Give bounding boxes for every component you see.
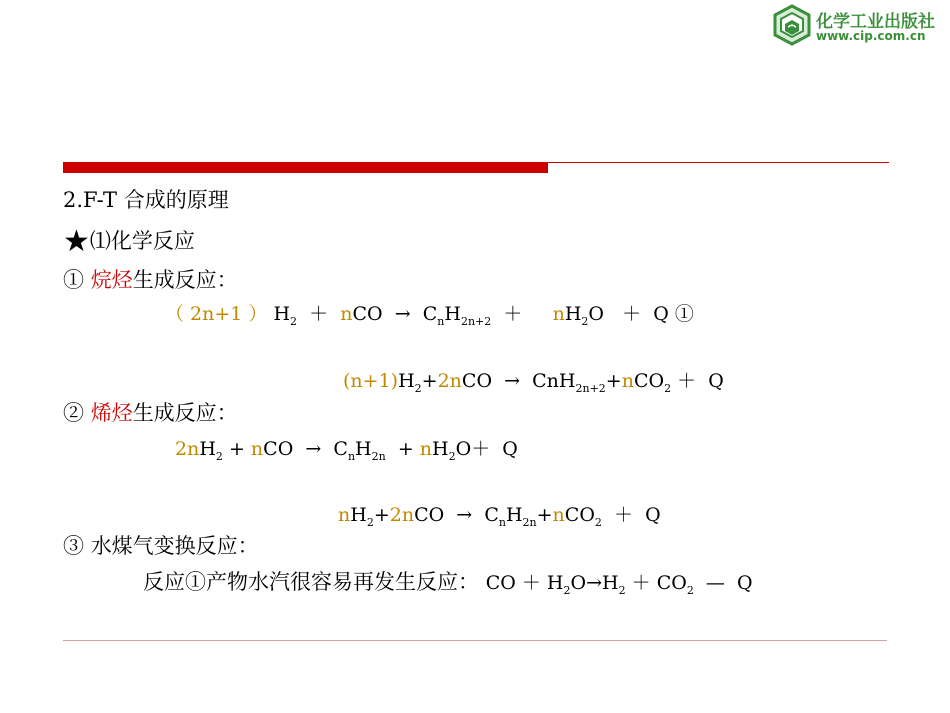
plus-sign: ＋ xyxy=(614,504,634,526)
subscript: n xyxy=(437,315,445,328)
plus-sign: + xyxy=(228,438,245,460)
formula-co2: CO xyxy=(656,572,687,594)
coefficient: n xyxy=(552,303,565,325)
heat-q: Q xyxy=(737,572,753,594)
formula-h: H xyxy=(350,504,367,526)
publisher-logo-icon xyxy=(772,4,812,46)
subscript: 2n xyxy=(371,450,386,463)
subscript: 2 xyxy=(664,382,672,395)
plus-sign: + xyxy=(605,370,622,392)
formula-o: O xyxy=(570,572,587,594)
subsection-heading xyxy=(63,224,195,259)
coefficient: n xyxy=(338,504,351,526)
item-highlight: 烷烃 xyxy=(90,268,133,292)
header-bar-thick xyxy=(63,162,548,173)
formula-co2: CO xyxy=(564,504,595,526)
formula-cnh: CnH xyxy=(532,370,576,392)
subsection-label: ⑴化学反应 xyxy=(89,229,195,253)
item-text: 生成反应： xyxy=(132,401,238,425)
coefficient: n xyxy=(621,370,634,392)
formula-co: CO xyxy=(485,572,516,594)
section-title: 2.F-T 合成的原理 xyxy=(63,188,229,212)
coefficient: n xyxy=(552,504,565,526)
plus-sign: ＋ xyxy=(631,572,651,594)
coefficient: n xyxy=(340,303,353,325)
formula-h: H xyxy=(444,303,461,325)
header-bar-thin xyxy=(548,162,889,163)
equation-alkene-2 xyxy=(338,500,661,527)
item-text: 生成反应： xyxy=(132,268,238,292)
formula-h: H xyxy=(546,572,564,594)
formula-co: CO xyxy=(414,504,445,526)
subscript: n xyxy=(498,516,506,529)
subscript: 2 xyxy=(563,584,571,597)
coefficient: (n+1) xyxy=(343,370,399,392)
formula-co2: CO xyxy=(633,370,665,392)
subscript: 2 xyxy=(686,584,694,597)
heat-q: Q xyxy=(653,303,669,325)
minus-sign: — xyxy=(705,572,725,594)
heat-q: Q xyxy=(645,504,661,526)
plus-sign: ＋ xyxy=(471,438,491,460)
formula-h: H xyxy=(432,438,449,460)
item-highlight: 烯烃 xyxy=(90,401,133,425)
subscript: 2 xyxy=(414,382,422,395)
reaction-arrow: → xyxy=(504,370,521,392)
coefficient: n xyxy=(419,438,433,460)
publisher-logo xyxy=(772,4,944,50)
item-water-gas-shift xyxy=(63,530,259,560)
formula-co: CO xyxy=(352,303,383,325)
equation-alkene-1 xyxy=(175,434,518,461)
subscript: 2n xyxy=(522,516,537,529)
formula-h: H xyxy=(355,438,372,460)
plus-sign: ＋ xyxy=(309,303,329,325)
shift-reaction xyxy=(143,566,753,596)
formula-co: CO xyxy=(461,370,493,392)
reaction-arrow: → xyxy=(394,303,411,325)
coefficient: 2n xyxy=(437,370,462,392)
subscript: 2 xyxy=(448,450,456,463)
formula-c: C xyxy=(333,438,348,460)
plus-sign: + xyxy=(373,504,390,526)
plus-sign: ＋ xyxy=(503,303,523,325)
subscript: 2 xyxy=(594,516,602,529)
plus-sign: + xyxy=(421,370,438,392)
item-text: 水煤气变换反应： xyxy=(90,534,259,558)
subscript: n xyxy=(347,450,356,463)
shift-description: 反应①产物水汽很容易再发生反应： xyxy=(143,570,479,594)
formula-h: H xyxy=(602,572,619,594)
heat-q: Q xyxy=(502,438,518,460)
subscript: 2 xyxy=(366,516,374,529)
equation-alkane-2 xyxy=(343,366,724,393)
reaction-arrow: → xyxy=(586,572,602,594)
coefficient: （ 2n+1 ） xyxy=(165,303,268,325)
subscript: 2n+2 xyxy=(575,382,606,395)
reaction-arrow: → xyxy=(456,504,473,526)
plus-sign: ＋ xyxy=(622,303,642,325)
coefficient: 2n xyxy=(389,504,415,526)
coefficient: n xyxy=(250,438,264,460)
item-number: ② xyxy=(63,401,84,425)
formula-h: H xyxy=(199,438,216,460)
plus-sign: ＋ xyxy=(521,572,541,594)
formula-co: CO xyxy=(263,438,294,460)
coefficient: 2n xyxy=(175,438,200,460)
star-icon: ★ xyxy=(63,224,90,259)
equation-alkane-1 xyxy=(165,299,694,326)
item-alkane xyxy=(63,264,238,294)
formula-c: C xyxy=(484,504,499,526)
plus-sign: ＋ xyxy=(677,370,697,392)
reaction-arrow: → xyxy=(305,438,322,460)
subscript: 2 xyxy=(290,315,298,328)
item-alkene xyxy=(63,397,238,427)
heat-q: Q xyxy=(708,370,724,392)
formula-c: C xyxy=(422,303,438,325)
item-number: ③ xyxy=(63,534,84,558)
subscript: 2 xyxy=(618,584,626,597)
formula-h: H xyxy=(505,504,523,526)
formula-h: H xyxy=(398,370,415,392)
subscript: 2 xyxy=(215,450,223,463)
publisher-name: 化学工业出版社 xyxy=(816,12,935,32)
equation-tag: ① xyxy=(674,303,694,325)
formula-o: O xyxy=(455,438,472,460)
footer-divider xyxy=(63,640,887,641)
item-number: ① xyxy=(63,268,84,292)
subscript: 2n+2 xyxy=(460,315,492,328)
subscript: 2 xyxy=(581,315,589,328)
plus-sign: + xyxy=(536,504,553,526)
formula-h: H xyxy=(273,303,291,325)
publisher-url: www.cip.com.cn xyxy=(816,29,926,43)
plus-sign: + xyxy=(397,438,414,460)
formula-h: H xyxy=(564,303,582,325)
formula-o: O xyxy=(588,303,604,325)
